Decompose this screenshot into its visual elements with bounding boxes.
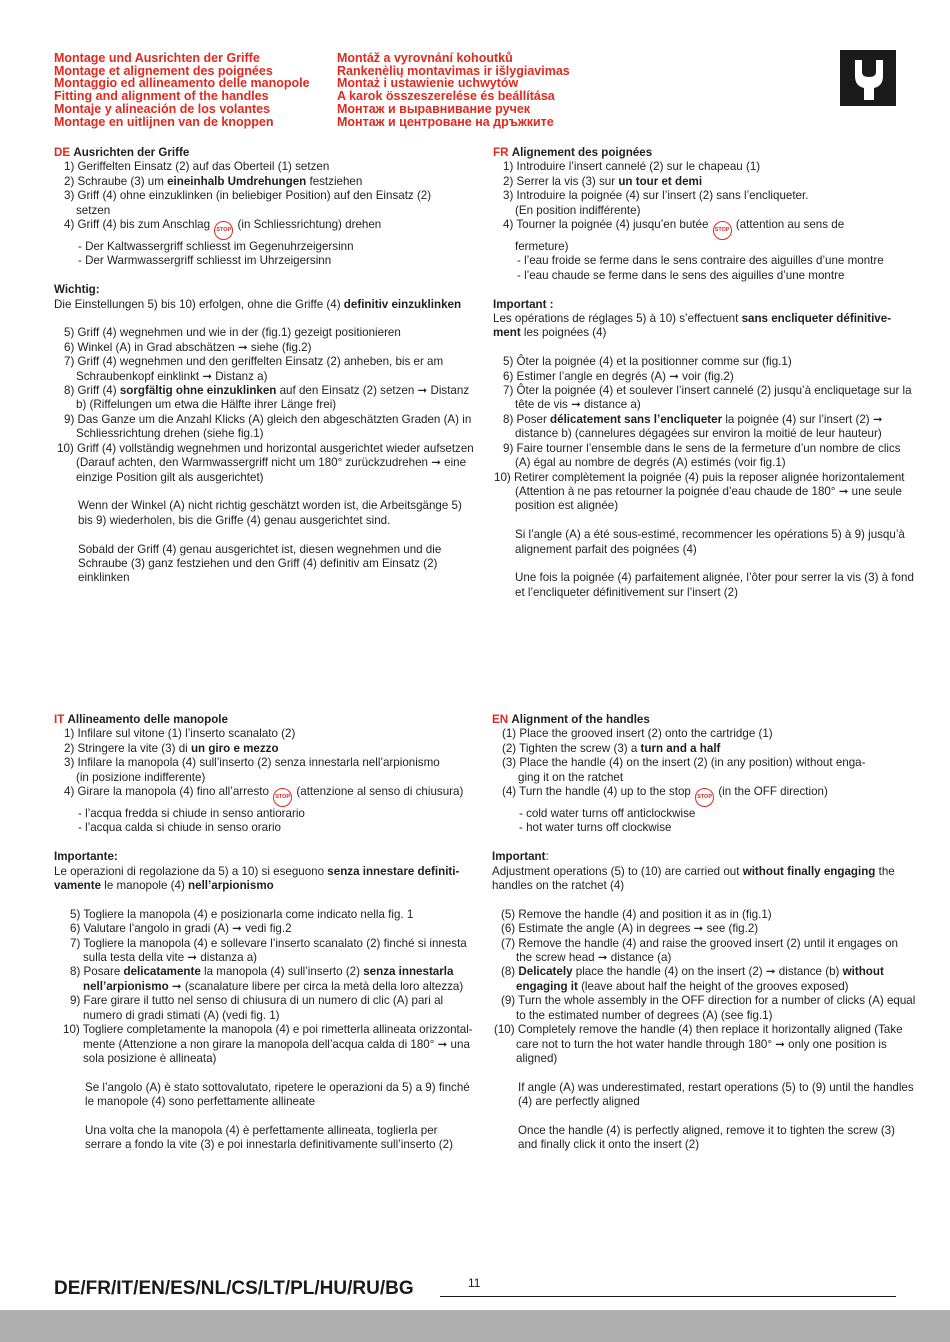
step-10-cont2: position est alignée) (515, 499, 619, 513)
step-9: 9) Das Ganze um die Anzahl Klicks (A) gleich den abgeschätzten Graden (A) in (64, 412, 472, 426)
language-codes: DE/FR/IT/EN/ES/NL/CS/LT/PL/HU/RU/BG (54, 1278, 414, 1299)
step-1: 1) Geriffelten Einsatz (2) auf das Oberteil (1) setzen (64, 160, 330, 174)
step-10-cont: (Darauf achten, den Warmwassergriff nicht um 180° zurückzudrehen ➞ eine (76, 456, 467, 470)
title-cs: Montáž a vyrovnání kohoutků (337, 51, 513, 65)
step-8: 8) Griff (4) sorgfältig ohne einzuklinken auf den Einsatz (2) setzen ➞ Distanz (64, 384, 470, 398)
step-1: 1) Infilare sul vitone (1) l’inserto scanalato (2) (64, 727, 296, 741)
section-heading: DE Ausrichten der Griffe (54, 146, 190, 159)
note-1-cont: alignement parfait des poignées (4) (515, 542, 697, 556)
stop-icon: STOP (695, 788, 714, 807)
important-heading: Important: (492, 850, 549, 864)
step-10-cont2: einzige Position gilt als ausgerichtet) (76, 470, 264, 484)
title-nl: Montage en uitlijnen van de knoppen (54, 114, 274, 129)
important-text: Die Einstellungen 5) bis 10) erfolgen, ohne die Griffe (4) definitiv einzuklinken (54, 297, 462, 311)
section-it (54, 713, 473, 1153)
note-1-cont: bis 9) wiederholen, bis die Griffe (4) genau ausgerichtet sind. (78, 513, 391, 527)
stop-icon: STOP (273, 788, 292, 807)
note-1-cont: (4) are perfectly aligned (518, 1095, 640, 1109)
step-5: (5) Remove the handle (4) and position it as in (fig.1) (501, 907, 772, 921)
section-de (54, 146, 474, 586)
note-1: Se l’angolo (A) è stato sottovalutato, ripetere le operazioni da 5) a 9) finché (85, 1080, 470, 1094)
important-text: Adjustment operations (5) to (10) are carried out without finally engaging the (492, 864, 895, 878)
step-4: 4) Tourner la poignée (4) jusqu’en butée STOP (attention au sens de (493, 218, 914, 240)
step-4-note-hot: - Der Warmwassergriff schliesst im Uhrzeigersinn (78, 254, 332, 268)
step-7-cont: Schraubenkopf einklinkt ➞ Distanz a) (76, 369, 268, 383)
important-heading: Importante: (54, 850, 118, 864)
step-9: 9) Faire tourner l’ensemble dans le sens de la fermeture d’un nombre de clics (503, 441, 901, 455)
step-4-note-hot: - l’eau chaude se ferme dans le sens des aiguilles d’une montre (517, 268, 845, 282)
section-en (492, 713, 915, 1153)
step-10-cont2: sola posizione è allineata) (83, 1051, 217, 1065)
step-1: 1) Introduire l’insert cannelé (2) sur le chapeau (1) (503, 160, 761, 174)
title-es: Montaje y alineación de los volantes (54, 101, 271, 116)
step-6: (6) Estimate the angle (A) in degrees ➞ see (fig.2) (501, 922, 759, 936)
step-10-cont: (Attention à ne pas retourner la poignée d’eau chaude de 180° ➞ une seule (515, 484, 902, 498)
important-text: Le operazioni di regolazione da 5) a 10) si eseguono senza innestare definiti- (54, 864, 460, 878)
note-1: Wenn der Winkel (A) nicht richtig geschätzt worden ist, die Arbeitsgänge 5) (78, 499, 462, 513)
step-4-note-cold: - l’eau froide se ferme dans le sens contraire des aiguilles d’une montre (517, 254, 884, 268)
important-heading: Wichtig: (54, 283, 100, 297)
step-9-cont: Schliessrichtung drehen (siehe fig.1) (76, 427, 264, 441)
step-4: 4) Girare la manopola (4) fino all’arresto STOP (attenzione al senso di chiusura) (54, 785, 473, 807)
step-3: 3) Infilare la manopola (4) sull’inserto (2) senza innestarla nell’arpionismo (64, 756, 440, 770)
note-2-cont: Schraube (3) ganz festziehen und den Griff (4) definitiv am Einsatz (2) (78, 556, 438, 570)
logo-box (840, 50, 896, 106)
page-number: 11 (468, 1276, 481, 1290)
section-fr (493, 146, 914, 600)
step-3-cont: (En position indifférente) (515, 203, 641, 217)
section-titles-left (54, 52, 310, 128)
title-ru: Монтаж и выравнивание ручек (337, 101, 531, 116)
section-titles-right (337, 52, 570, 128)
title-de: Montage und Ausrichten der Griffe (54, 51, 260, 65)
step-10: 10) Griff (4) vollständig wegnehmen und horizontal ausgerichtet wieder aufsetzen (57, 441, 474, 455)
note-2-cont: et l’encliqueter définitivement sur l’insert (2) (515, 585, 738, 599)
note-2-cont2: einklinken (78, 571, 130, 585)
stop-icon: STOP (214, 221, 233, 240)
step-4: 4) Griff (4) bis zum Anschlag STOP (in Schliessrichtung) drehen (54, 218, 474, 240)
note-2: Sobald der Griff (4) genau ausgerichtet ist, diesen wegnehmen und die (78, 542, 442, 556)
step-6: 6) Valutare l’angolo in gradi (A) ➞ vedi fig.2 (70, 922, 292, 936)
step-4-note-cold: - l’acqua fredda si chiude in senso antiorario (78, 807, 305, 821)
step-10-cont2: aligned) (516, 1051, 558, 1065)
important-heading: Important : (493, 297, 554, 311)
step-3: (3) Place the handle (4) on the insert (2) (in any position) without enga- (502, 756, 866, 770)
step-7: 7) Togliere la manopola (4) e sollevare l’inserto scanalato (2) finché si innesta (70, 936, 467, 950)
step-3: 3) Griff (4) ohne einzuklinken (in beliebiger Position) auf den Einsatz (2) (64, 189, 432, 203)
section-heading: EN Alignment of the handles (492, 713, 650, 726)
note-2: Una volta che la manopola (4) è perfettamente allineata, toglierla per (85, 1123, 438, 1137)
section-heading: FR Alignement des poignées (493, 146, 653, 159)
step-3-cont: ging it on the ratchet (518, 770, 624, 784)
step-5: 5) Ôter la poignée (4) et la positionner comme sur (fig.1) (503, 355, 792, 369)
step-9-cont: to the estimated number of degrees (A) (see fig.1) (516, 1008, 773, 1022)
step-8-cont: b) (Riffelungen um etwa die Hälfte ihrer Länge frei) (76, 398, 337, 412)
step-8: 8) Poser délicatement sans l’encliqueter la poignée (4) sur l’insert (2) ➞ (503, 412, 883, 426)
note-2-cont: serrare a fondo la vite (3) e poi innestarla definitivamente sull’inserto (2) (85, 1138, 453, 1152)
step-7: 7) Ôter la poignée (4) et soulever l’insert cannelé (2) jusqu’à encliquetage sur la (503, 384, 912, 398)
step-5: 5) Griff (4) wegnehmen und wie in der (fig.1) gezeigt positionieren (64, 326, 401, 340)
step-10: 10) Retirer complètement la poignée (4) puis la reposer alignée horizontalement (494, 470, 905, 484)
step-4: (4) Turn the handle (4) up to the stop STOP (in the OFF direction) (492, 785, 915, 807)
wrench-icon (840, 50, 896, 106)
step-7: (7) Remove the handle (4) and raise the grooved insert (2) until it engages on (501, 936, 898, 950)
title-it: Montaggio ed allineamento delle manopole (54, 76, 310, 91)
note-1-cont: le manopole (4) sono perfettamente allineate (85, 1095, 316, 1109)
step-8: (8) Delicately place the handle (4) on the insert (2) ➞ distance (b) without (501, 965, 884, 979)
step-10: 10) Togliere completamente la manopola (4) e poi rimetterla allineata orizzontal- (63, 1023, 473, 1037)
section-heading: IT Allineamento delle manopole (54, 713, 228, 726)
important-text: Les opérations de réglages 5) à 10) s’effectuent sans encliqueter définitive- (493, 312, 892, 326)
step-2: 2) Schraube (3) um eineinhalb Umdrehungen festziehen (64, 174, 363, 188)
title-fr: Montage et alignement des poignées (54, 63, 273, 78)
step-4-note-cold: - cold water turns off anticlockwise (519, 807, 696, 821)
title-hu: A karok összeszerelése és beállítása (337, 89, 555, 104)
step-6: 6) Estimer l’angle en degrés (A) ➞ voir (fig.2) (503, 369, 734, 383)
step-8: 8) Posare delicatamente la manopola (4) sull’inserto (2) senza innestarla (70, 965, 454, 979)
step-9-cont: numero di gradi stimati (A) (vedi fig. 1) (83, 1008, 280, 1022)
title-bg: Монтаж и центроване на дръжките (337, 114, 554, 129)
step-7-cont: sulla testa della vite ➞ distanza a) (83, 951, 258, 965)
stop-icon: STOP (713, 221, 732, 240)
step-4-note-hot: - l’acqua calda si chiude in senso orario (78, 821, 282, 835)
step-10: (10) Completely remove the handle (4) then replace it horizontally aligned (Take (494, 1023, 903, 1037)
note-2: Une fois la poignée (4) parfaitement alignée, l’ôter pour serrer la vis (3) à fond (515, 571, 914, 585)
step-6: 6) Winkel (A) in Grad abschätzen ➞ siehe (fig.2) (64, 340, 312, 354)
note-2: Once the handle (4) is perfectly aligned, remove it to tighten the screw (3) (518, 1123, 895, 1137)
step-2: 2) Stringere la vite (3) di un giro e mezzo (64, 741, 279, 755)
title-pl: Montaż i ustawienie uchwytów (337, 76, 519, 91)
step-10-cont: mente (Attenzione a non girare la manopola dell’acqua calda di 180° ➞ una (83, 1037, 470, 1051)
step-1: (1) Place the grooved insert (2) onto the cartridge (1) (502, 727, 773, 741)
step-7-cont: the screw head ➞ distance (a) (516, 951, 672, 965)
step-7: 7) Griff (4) wegnehmen und den geriffelten Einsatz (2) anheben, bis er am (64, 355, 444, 369)
important-text-cont: handles on the ratchet (4) (492, 879, 625, 893)
note-1: If angle (A) was underestimated, restart operations (5) to (9) until the handles (518, 1080, 914, 1094)
step-5: 5) Togliere la manopola (4) e posizionarla come indicato nella fig. 1 (70, 907, 414, 921)
step-9: (9) Turn the whole assembly in the OFF direction for a number of clicks (A) equal (501, 994, 916, 1008)
note-2-cont: and finally click it onto the insert (2) (518, 1138, 700, 1152)
step-10-cont: care not to turn the hot water handle through 180° ➞ only one position is (516, 1037, 887, 1051)
footer-rule (440, 1296, 896, 1297)
important-text-cont: vamente le manopole (4) nell’arpionismo (54, 879, 274, 893)
step-3: 3) Introduire la poignée (4) sur l’insert (2) sans l’encliqueter. (503, 189, 809, 203)
step-9-cont: (A) égal au nombre de degrés (A) estimés (voir fig.1) (515, 456, 786, 470)
important-text-cont: ment les poignées (4) (493, 326, 607, 340)
bottom-bar (0, 1310, 950, 1342)
step-2: (2) Tighten the screw (3) a turn and a half (502, 741, 721, 755)
note-1: Si l’angle (A) a été sous-estimé, recommencer les opérations 5) à 9) jusqu’à (515, 528, 905, 542)
step-4-note-cold: - Der Kaltwassergriff schliesst im Gegenuhrzeigersinn (78, 240, 354, 254)
step-4-cont: fermeture) (515, 240, 569, 254)
step-9: 9) Fare girare il tutto nel senso di chiusura di un numero di clic (A) pari al (70, 994, 444, 1008)
step-8-cont: nell’arpionismo ➞ (scanalature libere per circa la metà della loro altezza) (83, 979, 464, 993)
step-3-cont: setzen (76, 203, 111, 217)
step-4-note-hot: - hot water turns off clockwise (519, 821, 672, 835)
step-3-cont: (in posizione indifferente) (76, 770, 206, 784)
step-8-cont: distance b) (cannelures dégagées sur environ la moitié de leur hauteur) (515, 427, 882, 441)
title-lt: Rankenėlių montavimas ir išlygiavimas (337, 63, 570, 78)
step-8-cont: engaging it (leave about half the height of the grooves exposed) (516, 979, 849, 993)
step-7-cont: tête de vis ➞ distance a) (515, 398, 641, 412)
step-2: 2) Serrer la vis (3) sur un tour et demi (503, 174, 703, 188)
title-en: Fitting and alignment of the handles (54, 89, 269, 104)
